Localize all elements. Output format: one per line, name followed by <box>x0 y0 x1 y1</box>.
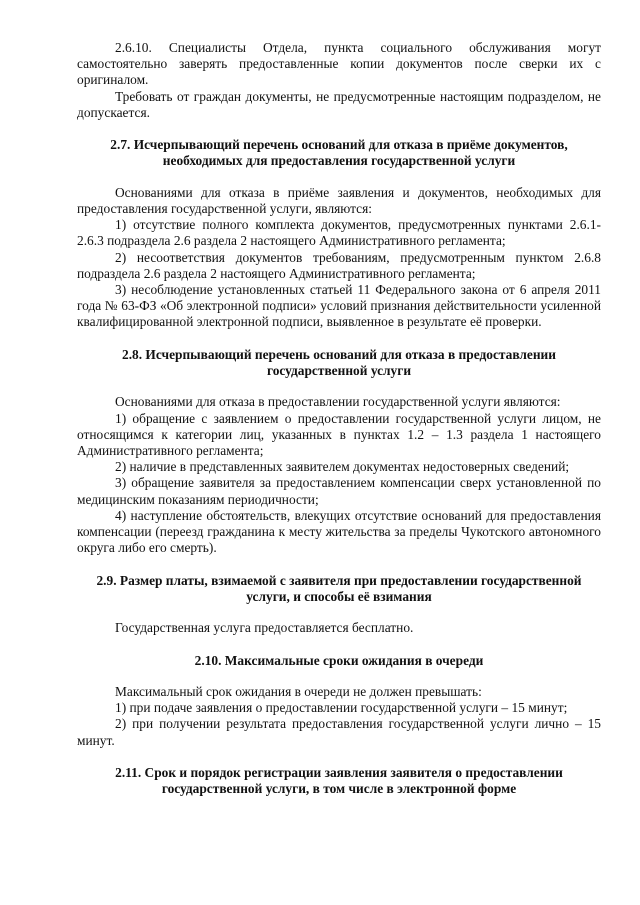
section-2-11 <box>77 765 601 798</box>
section-2-8 <box>77 347 601 557</box>
section-heading: 2.9. Размер платы, взимаемой с заявителя при предоставлении государственной услуги, и способы её взимания <box>96 572 582 604</box>
list-item: 2) при получении результата предоставления государственной услуги лично – 15 минут. <box>77 716 601 748</box>
paragraph: Требовать от граждан документы, не предусмотренные настоящим подразделом, не допускается. <box>77 88 601 120</box>
section-heading: 2.8. Исчерпывающий перечень оснований для отказа в предоставлении государственной услуги <box>122 346 556 379</box>
list-item: 3) несоблюдение установленных статьей 11 Федерального закона от 6 апреля 2011 года № 63-ФЗ «Об электронной подписи» условий признания действительности усиленной квалифицированной электронной подписи, выявленное в результате её проверки. <box>77 282 601 330</box>
paragraph: Основаниями для отказа в предоставлении государственной услуги являются: <box>115 394 561 410</box>
section-heading: 2.11. Срок и порядок регистрации заявления заявителя о предоставлении государственной услуги, в том числе в электронной форме <box>115 764 563 797</box>
document-page <box>77 40 601 798</box>
section-heading: 2.10. Максимальные сроки ожидания в очереди <box>194 652 484 668</box>
paragraph: Максимальный срок ожидания в очереди не должен превышать: <box>115 683 482 699</box>
list-item: 1) отсутствие полного комплекта документов, предусмотренных пунктами 2.6.1-2.6.3 подраздела 2.6 раздела 2 настоящего Административного регламента; <box>77 217 601 249</box>
section-2-10 <box>77 653 601 749</box>
list-item: 4) наступление обстоятельств, влекущих отсутствие оснований для предоставления компенсации (переезд гражданина к месту жительства за пределы Чукотского автономного округа либо его смерть). <box>77 507 601 556</box>
list-item: 3) обращение заявителя за предоставлением компенсации сверх установленной по медицинским показаниям периодичности; <box>77 475 601 507</box>
list-item: 1) при подаче заявления о предоставлении государственной услуги – 15 минут; <box>115 700 568 716</box>
list-item: 2) несоответствия документов требованиям, предусмотренным пунктом 2.6.8 подраздела 2.6 раздела 2 настоящего Административного регламента; <box>77 249 601 281</box>
list-item: 1) обращение с заявлением о предоставлении государственной услуги лицом, не относящимся к категории лиц, указанных в пунктах 1.2 – 1.3 раздела 1 настоящего Административного регламента; <box>77 410 601 459</box>
list-item: 2) наличие в представленных заявителем документах недостоверных сведений; <box>115 459 570 475</box>
section-heading: 2.7. Исчерпывающий перечень оснований для отказа в приёме документов, необходимых для предоставления государственной услуги <box>110 137 568 169</box>
paragraph: Основаниями для отказа в приёме заявления и документов, необходимых для предоставления государственной услуги, являются: <box>77 184 601 217</box>
paragraph: Государственная услуга предоставляется бесплатно. <box>115 620 414 636</box>
section-2-6-continuation <box>77 40 601 121</box>
section-2-9 <box>77 573 601 637</box>
section-2-7 <box>77 137 601 331</box>
paragraph: 2.6.10. Специалисты Отдела, пункта социального обслуживания могут самостоятельно заверять предоставленные копии документов после сверки их с оригиналом. <box>77 40 601 88</box>
